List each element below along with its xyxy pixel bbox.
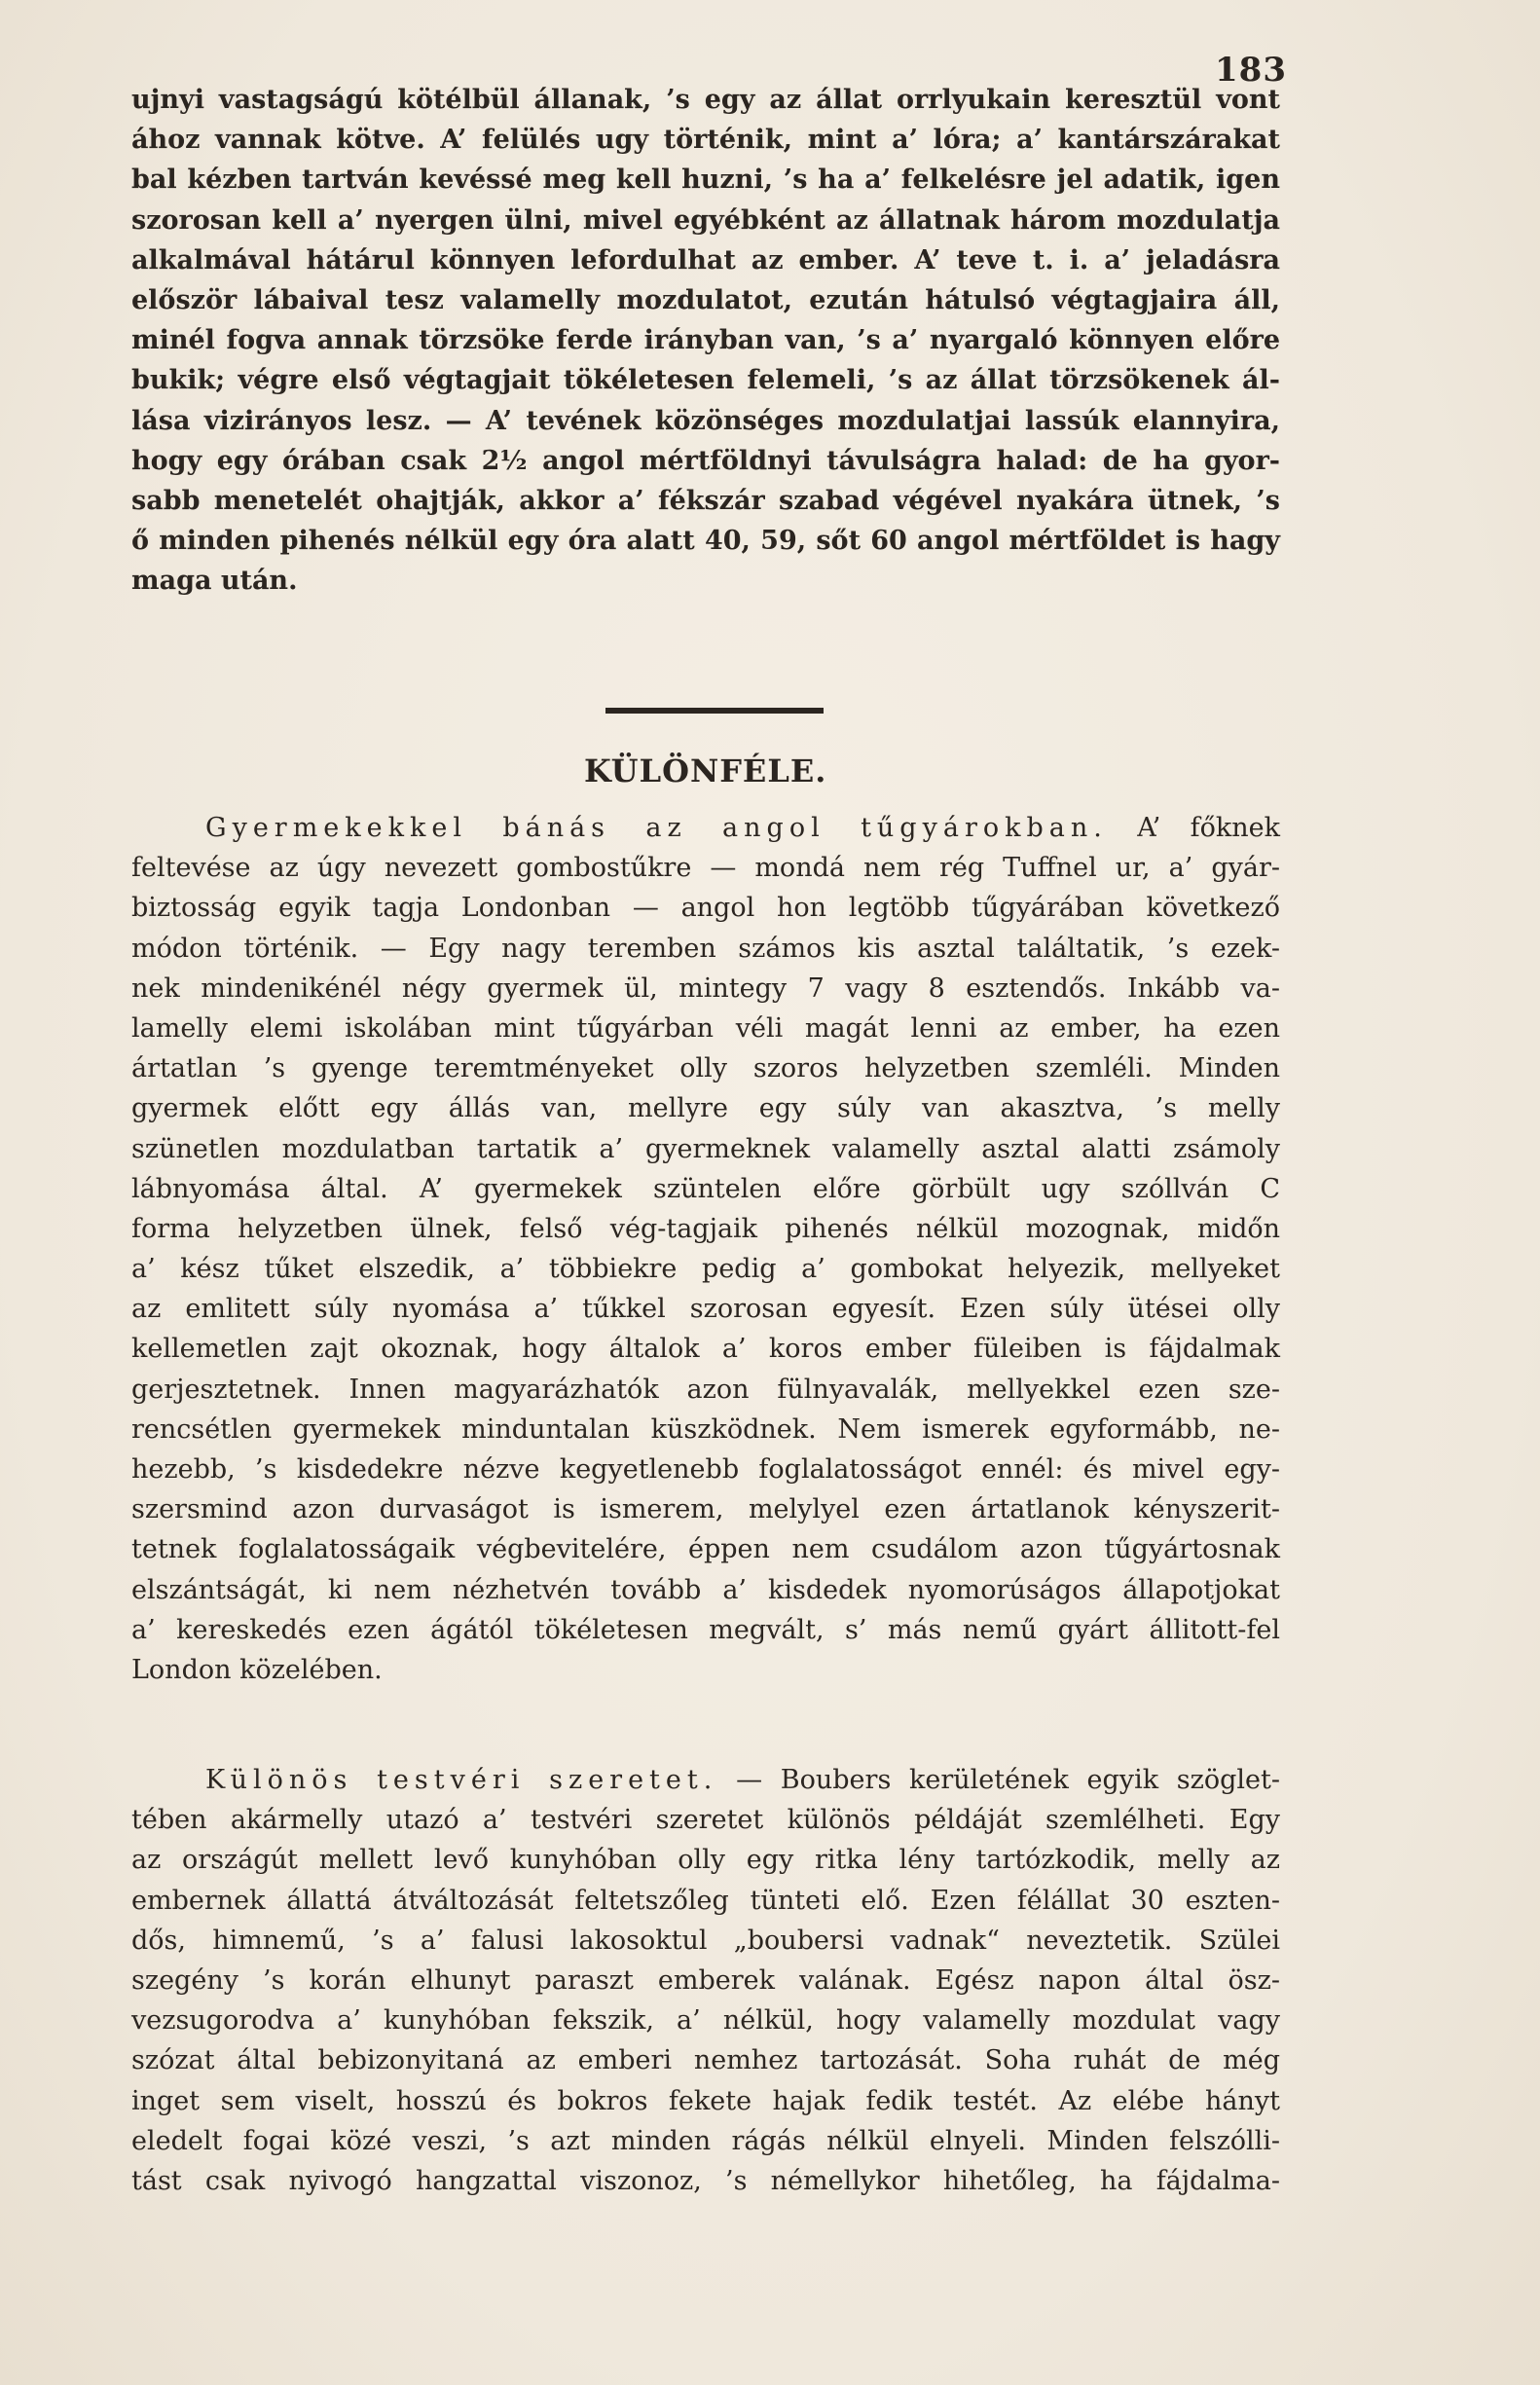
text-line: London közelében. bbox=[131, 1654, 383, 1685]
text-line: forma helyzetben ülnek, felső vég-tagjaik pihenés nélkül mozognak, midőn bbox=[131, 1213, 1280, 1244]
text-line: a’ kereskedés ezen ágától tökéletesen megvált, s’ más nemű gyárt állitott-fel bbox=[131, 1614, 1280, 1645]
text-line: tetnek foglalatosságaik végbevitelére, éppen nem csudálom azon tűgyártosnak bbox=[131, 1534, 1280, 1565]
article-brotherly-love bbox=[131, 1760, 1280, 2201]
text-line: lábnyomása által. A’ gyermekek szüntelen előre görbült ugy szóllván C bbox=[131, 1173, 1280, 1204]
text-line: vezsugorodva a’ kunyhóban fekszik, a’ nélkül, hogy valamelly mozdulat vagy bbox=[131, 2005, 1280, 2036]
page-number: 183 bbox=[1215, 51, 1287, 90]
text-line: a’ kész tűket elszedik, a’ többiekre pedig a’ gombokat helyezik, mellyeket bbox=[131, 1254, 1280, 1285]
text-line: bal kézben tartván kevéssé meg kell huzni, ’s ha a’ felkelésre jel adatik, igen bbox=[131, 165, 1280, 196]
text-line: szózat által bebizonyitaná az emberi nemhez tartozását. Soha ruhát de még bbox=[131, 2045, 1280, 2076]
article-first-line bbox=[131, 1760, 1280, 1800]
text-line: bukik; végre első végtagjait tökéletesen felemeli, ’s az állat törzsökenek ál- bbox=[131, 365, 1280, 396]
text-line: maga után. bbox=[131, 566, 298, 597]
text-line: feltevése az úgy nevezett gombostűkre — mondá nem rég Tuffnel ur, a’ gyár- bbox=[131, 853, 1280, 884]
text-line: gyermek előtt egy állás van, mellyre egy súly van akasztva, ’s melly bbox=[131, 1093, 1280, 1124]
section-divider bbox=[605, 708, 824, 714]
text-line: először lábaival tesz valamelly mozdulatot, ezután hátulsó végtagjaira áll, bbox=[131, 284, 1280, 315]
text-line: az országút mellett levő kunyhóban olly egy ritka lény tartózkodik, melly az bbox=[131, 1845, 1280, 1876]
text-line: módon történik. — Egy nagy teremben számos kis asztal találtatik, ’s ezek- bbox=[131, 933, 1280, 964]
text-line: eledelt fogai közé veszi, ’s azt minden rágás nélkül elnyeli. Minden felszólli- bbox=[131, 2125, 1280, 2156]
paragraph-camel-riding bbox=[131, 80, 1280, 601]
text-line: hezebb, ’s kisdedekre nézve kegyetlenebb foglalatosságot ennél: és mivel egy- bbox=[131, 1454, 1280, 1485]
text-line: sabb menetelét ohajtják, akkor a’ fékszár szabad végével nyakára ütnek, ’s bbox=[131, 485, 1280, 516]
article-first-line-text: — Boubers kerületének egyik szöglet- bbox=[736, 1765, 1280, 1795]
article-pin-factories bbox=[131, 808, 1280, 1690]
text-line: elszántságát, ki nem nézhetvén tovább a’ kisdedek nyomorúságos állapotjokat bbox=[131, 1574, 1280, 1605]
article-title: Gyermekekkel bánás az angol tűgyárokban. bbox=[205, 813, 1108, 843]
text-line: ához vannak kötve. A’ felülés ugy történik, mint a’ lóra; a’ kantárszárakat bbox=[131, 125, 1280, 156]
text-line: tében akármelly utazó a’ testvéri szeretet különös példáját szemlélheti. Egy bbox=[131, 1805, 1280, 1836]
text-line: rencsétlen gyermekek minduntalan küszködnek. Nem ismerek egyformább, ne- bbox=[131, 1413, 1280, 1445]
text-line: lása vizirányos lesz. — A’ tevének közönséges mozdulatjai lassúk elannyira, bbox=[131, 405, 1280, 436]
text-line: szorosan kell a’ nyergen ülni, mivel egyébként az állatnak három mozdulatja bbox=[131, 204, 1280, 236]
text-line: embernek állattá átváltozását feltetszőleg tünteti elő. Ezen félállat 30 eszten- bbox=[131, 1885, 1280, 1916]
text-line: tást csak nyivogó hangzattal viszonoz, ’s némellykor hihetőleg, ha fájdalma- bbox=[131, 2165, 1280, 2196]
article-title: Különös testvéri szeretet. bbox=[205, 1765, 718, 1795]
text-line: szersmind azon durvaságot is ismerem, melylyel ezen ártatlanok kényszerit- bbox=[131, 1494, 1280, 1525]
text-line: szünetlen mozdulatban tartatik a’ gyermeknek valamelly asztal alatti zsámoly bbox=[131, 1133, 1280, 1164]
text-line: gerjesztetnek. Innen magyarázhatók azon fülnyavalák, mellyekkel ezen sze- bbox=[131, 1374, 1280, 1405]
section-heading: KÜLÖNFÉLE. bbox=[584, 752, 827, 789]
article-first-line-text: A’ főknek bbox=[1137, 813, 1280, 843]
text-line: hogy egy órában csak 2½ angol mértföldnyi távulságra halad: de ha gyor- bbox=[131, 445, 1280, 476]
text-line: lamelly elemi iskolában mint tűgyárban véli magát lenni az ember, ha ezen bbox=[131, 1012, 1280, 1044]
text-line: inget sem viselt, hosszú és bokros fekete hajak fedik testét. Az elébe hányt bbox=[131, 2085, 1280, 2116]
text-line: kellemetlen zajt okoznak, hogy általok a’ koros ember füleiben is fájdalmak bbox=[131, 1334, 1280, 1365]
text-line: az emlitett súly nyomása a’ tűkkel szorosan egyesít. Ezen súly ütései olly bbox=[131, 1294, 1280, 1325]
text-line: ő minden pihenés nélkül egy óra alatt 40, 59, sőt 60 angol mértföldet is hagy bbox=[131, 526, 1280, 557]
text-line: nek mindenikénél négy gyermek ül, mintegy 7 vagy 8 esztendős. Inkább va- bbox=[131, 972, 1280, 1004]
text-line: biztosság egyik tagja Londonban — angol hon legtöbb tűgyárában következő bbox=[131, 893, 1280, 924]
text-line: ujnyi vastagságú kötélbül állanak, ’s egy az állat orrlyukain keresztül vont bbox=[131, 85, 1280, 115]
text-line: minél fogva annak törzsöke ferde irányban van, ’s a’ nyargaló könnyen előre bbox=[131, 325, 1280, 356]
text-line: alkalmával hátárul könnyen lefordulhat az ember. A’ teve t. i. a’ jeladásra bbox=[131, 244, 1280, 275]
article-first-line bbox=[131, 808, 1280, 848]
text-line: szegény ’s korán elhunyt paraszt emberek valának. Egész napon által ösz- bbox=[131, 1964, 1280, 1996]
text-line: dős, himnemű, ’s a’ falusi lakosoktul „boubersi vadnak“ neveztetik. Szülei bbox=[131, 1925, 1280, 1956]
text-line: ártatlan ’s gyenge teremtményeket olly szoros helyzetben szemléli. Minden bbox=[131, 1053, 1280, 1084]
